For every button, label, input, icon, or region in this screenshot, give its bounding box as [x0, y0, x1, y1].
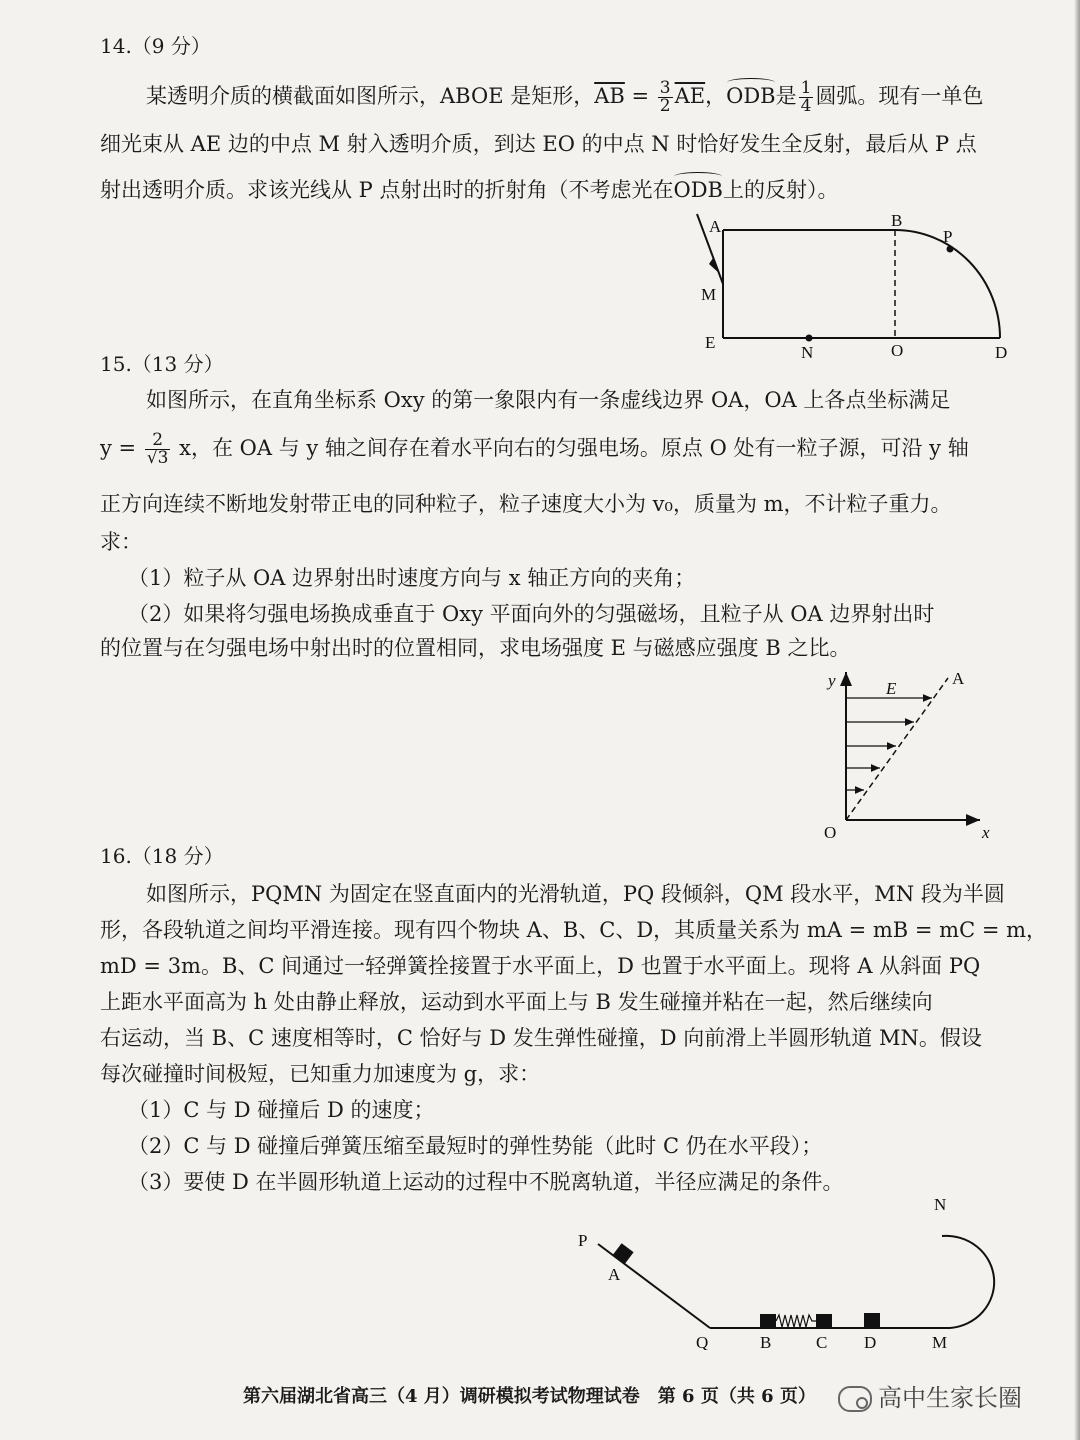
segment-ab: $\overline{AB}$ — [594, 84, 625, 108]
label-p: P — [578, 1231, 588, 1250]
block-a — [613, 1243, 634, 1264]
block-b — [760, 1314, 776, 1328]
denominator: 4 — [800, 96, 812, 116]
q15-text: x，在 OA 与 y 轴之间存在着水平向右的匀强电场。原点 O 处有一粒子源，可沿 y 轴 — [172, 436, 969, 460]
label-o: O — [891, 341, 904, 360]
q15-part-2: （2）如果将匀强电场换成垂直于 Oxy 平面向外的匀强磁场，且粒子从 OA 边界射出时 — [128, 602, 935, 626]
q14-text: 上的反射）。 — [722, 178, 839, 202]
q15-part-2-cont: 的位置与在匀强电场中射出时的位置相同，求电场强度 E 与磁感应强度 B 之比。 — [100, 636, 851, 660]
denominator: √3 — [146, 448, 169, 468]
fraction-1-4 — [799, 80, 814, 115]
q16-part-3: （3）要使 D 在半圆形轨道上运动的过程中不脱离轨道，半径应满足的条件。 — [128, 1170, 844, 1194]
q16-part-2: （2）C 与 D 碰撞后弹簧压缩至最短时的弹性势能（此时 C 仍在水平段）； — [128, 1134, 823, 1158]
label-b: B — [891, 212, 903, 230]
label-q: Q — [696, 1333, 709, 1350]
q14-text: 圆弧。现有一单色 — [815, 84, 984, 108]
watermark — [838, 1378, 1022, 1413]
point-n — [806, 335, 813, 342]
point-p — [947, 246, 954, 253]
q14-heading: 14.（9 分） — [100, 34, 211, 58]
q15-line-3: 正方向连续不断地发射带正电的同种粒子，粒子速度大小为 v₀，质量为 m，不计粒子重力。 — [100, 492, 952, 516]
q16-line-3: mD = 3m。B、C 间通过一轻弹簧拴接置于水平面上，D 也置于水平面上。现将 A 从斜面 PQ — [100, 954, 981, 978]
label-a: A — [709, 217, 722, 236]
label-d: D — [995, 343, 1008, 362]
label-x: x — [982, 823, 990, 842]
label-n: N — [801, 343, 814, 362]
q16-part-1: （1）C 与 D 碰撞后 D 的速度； — [128, 1098, 435, 1122]
equals-sign: = — [624, 84, 656, 108]
scan-edge-shadow — [1074, 0, 1080, 1440]
arc-odb: ODB — [673, 174, 723, 204]
q14-line-3 — [100, 174, 838, 204]
q14-line-1 — [146, 80, 983, 115]
q16-line-4: 上距水平面高为 h 处由静止释放，运动到水平面上与 B 发生碰撞并粘在一起，然后继续向 — [100, 990, 933, 1014]
q14-text: 射出透明介质。求该光线从 P 点射出时的折射角（不考虑光在 — [100, 178, 674, 202]
q14-text: 某透明介质的横截面如图所示，ABOE 是矩形， — [146, 84, 595, 108]
boundary-oa — [846, 678, 948, 820]
q14-figure — [695, 212, 1025, 362]
block-d — [864, 1313, 880, 1328]
label-m: M — [701, 285, 717, 304]
numerator: 1 — [800, 78, 812, 98]
comma: ， — [705, 84, 727, 108]
q16-figure — [570, 1190, 1010, 1350]
denominator: 2 — [659, 96, 671, 116]
arc-bd — [895, 230, 1000, 338]
q16-line-2: 形，各段轨道之间均平滑连接。现有四个物块 A、B、C、D，其质量关系为 mA = mB = mC = m， — [100, 918, 1048, 942]
label-n: N — [934, 1195, 947, 1214]
q15-heading: 15.（13 分） — [100, 352, 224, 376]
spring — [776, 1315, 816, 1327]
q15-line-4: 求： — [100, 530, 142, 554]
fraction-2-sqrt3 — [145, 432, 171, 467]
q15-figure — [810, 666, 1010, 846]
label-b: B — [760, 1333, 772, 1350]
q16-line-1: 如图所示，PQMN 为固定在竖直面内的光滑轨道，PQ 段倾斜，QM 段水平，MN 段为半圆 — [146, 882, 1005, 906]
label-a: A — [952, 669, 965, 688]
watermark-text: 高中生家长圈 — [878, 1384, 1022, 1412]
q15-line-1: 如图所示，在直角坐标系 Oxy 的第一象限内有一条虚线边界 OA，OA 上各点坐标满足 — [146, 388, 951, 412]
equation-y: y = — [100, 436, 143, 460]
arc-odb: ODB — [726, 80, 776, 110]
q16-heading: 16.（18 分） — [100, 844, 224, 868]
q16-line-6: 每次碰撞时间极短，已知重力加速度为 g，求： — [100, 1062, 541, 1086]
wechat-icon — [838, 1386, 872, 1412]
block-c — [816, 1314, 832, 1328]
q15-part-1: （1）粒子从 OA 边界射出时速度方向与 x 轴正方向的夹角； — [128, 566, 696, 590]
semicircle-mn — [942, 1236, 994, 1328]
label-y: y — [828, 671, 836, 690]
label-e: E — [886, 679, 897, 698]
page-footer: 第六届湖北省高三（4 月）调研模拟考试物理试卷 第 6 页（共 6 页） — [243, 1386, 816, 1407]
label-d: D — [864, 1333, 877, 1350]
q14-text: 是 — [775, 84, 797, 108]
label-o: O — [824, 823, 837, 842]
label-m: M — [932, 1333, 948, 1350]
numerator: 3 — [659, 78, 671, 98]
q14-line-2: 细光束从 AE 边的中点 M 射入透明介质，到达 EO 的中点 N 时恰好发生全反射，最后从 P 点 — [100, 132, 977, 156]
fraction-3-2 — [658, 80, 673, 115]
label-a: A — [608, 1265, 621, 1284]
label-p: P — [943, 227, 953, 246]
label-c: C — [816, 1333, 828, 1350]
segment-ae: $\overline{AE}$ — [674, 84, 706, 108]
q16-line-5: 右运动，当 B、C 速度相等时，C 恰好与 D 发生弹性碰撞，D 向前滑上半圆形轨道 MN。假设 — [100, 1026, 982, 1050]
numerator: 2 — [145, 432, 171, 450]
label-e: E — [705, 333, 716, 352]
q15-line-2 — [100, 432, 969, 467]
